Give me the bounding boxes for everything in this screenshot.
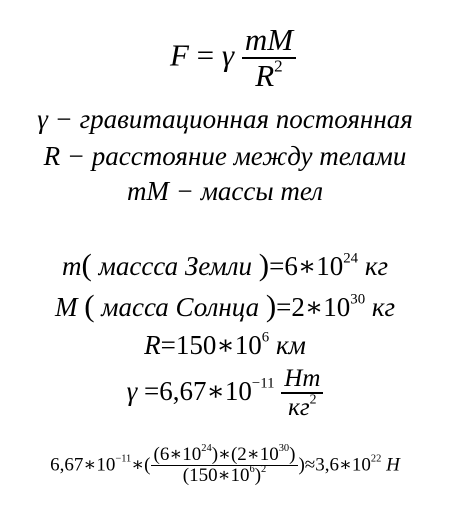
formula-denominator-base: R	[255, 57, 275, 93]
value-R-coef: 150	[175, 330, 217, 360]
value-m: m( массса Земли )$=6∗10^{24}$ кг	[62, 247, 388, 282]
calc-result-exp: 22	[370, 453, 382, 465]
calc-approx: ≈	[304, 454, 316, 476]
calc-numerator: $(6∗10^{24})∗(2∗10^{30})$	[151, 445, 299, 466]
value-R-exp: 6	[261, 329, 270, 346]
value-gamma-unit-den	[281, 391, 323, 422]
calc-den-outer-exp: 2	[261, 464, 267, 476]
value-R: $R=150∗10^6$ км	[144, 329, 306, 360]
formula-equals: =	[196, 37, 215, 73]
formula-gamma: γ	[221, 37, 235, 73]
paren-close: )	[258, 247, 270, 282]
value-M: M ( масса Солнца )$=2∗10^{30}$ кг	[54, 288, 396, 323]
value-R-symbol: R	[144, 330, 161, 360]
formula-fraction	[242, 24, 296, 93]
value-gamma-unit-den-base: кг	[288, 394, 310, 422]
main-formula	[0, 24, 450, 93]
formula-denominator-exp: 2	[274, 56, 283, 76]
value-M-exp: 30	[350, 291, 366, 308]
value-gamma-coef: 6,67	[159, 376, 207, 407]
calc-exp: −11	[115, 453, 132, 465]
calc-num-a-exp: 24	[201, 443, 212, 455]
value-m-unit: кг	[364, 251, 388, 281]
value-m-symbol: m	[62, 251, 82, 281]
value-gamma-unit-fraction	[281, 366, 323, 422]
calculation: $6,67∗10^{-11}∗$( $\frac{(6∗10^{24})∗(2∗10^{30})}{(150∗10^6)^2}$ )$\approx 3,6∗10^{22}$ H	[50, 443, 400, 486]
value-gamma: $\gamma =6,67∗10^{-11}$ $\frac{Hm}{кг^2}$	[0, 366, 450, 422]
calc-coef: 6,67	[50, 454, 84, 476]
calc-fraction	[151, 445, 299, 487]
value-M-symbol: M	[54, 292, 78, 322]
formula-numerator: mM	[242, 24, 296, 59]
paren-open: (	[81, 247, 92, 282]
value-gamma-unit-num: Hm	[281, 366, 323, 394]
definition-r: R − расстояние между телами	[43, 141, 407, 171]
paren-close: )	[265, 288, 277, 323]
calc-den-coef: 150	[189, 464, 218, 486]
value-gamma-symbol: γ	[126, 376, 138, 407]
calc-num-b-coef: 2	[237, 444, 247, 465]
calc-num-b-exp: 30	[278, 443, 290, 455]
calc-result-unit: H	[386, 454, 400, 476]
formula-lhs: F	[169, 37, 189, 73]
definition-mm: mM − массы тел	[126, 176, 324, 206]
value-m-exp: 24	[343, 250, 359, 267]
value-M-label: масса Солнца	[101, 292, 260, 322]
value-M-coef: 2	[291, 292, 305, 322]
value-M-unit: кг	[371, 292, 396, 322]
value-gamma-unit-den-exp: 2	[309, 391, 317, 407]
paren-open: (	[84, 288, 95, 323]
value-m-label: массса Земли	[98, 251, 253, 281]
definition-gamma: γ − гравитационная постоянная	[37, 104, 413, 134]
value-R-unit: км	[275, 330, 306, 360]
value-m-coef: 6	[284, 251, 298, 281]
formula-denominator	[242, 56, 296, 93]
calc-num-a-coef: 6	[159, 444, 170, 465]
calc-result-coef: 3,6	[315, 454, 339, 476]
value-gamma-exp: −11	[251, 375, 275, 392]
calc-den-exp: 6	[249, 464, 255, 476]
calc-denominator: $(150∗10^6)^2$	[182, 464, 267, 486]
